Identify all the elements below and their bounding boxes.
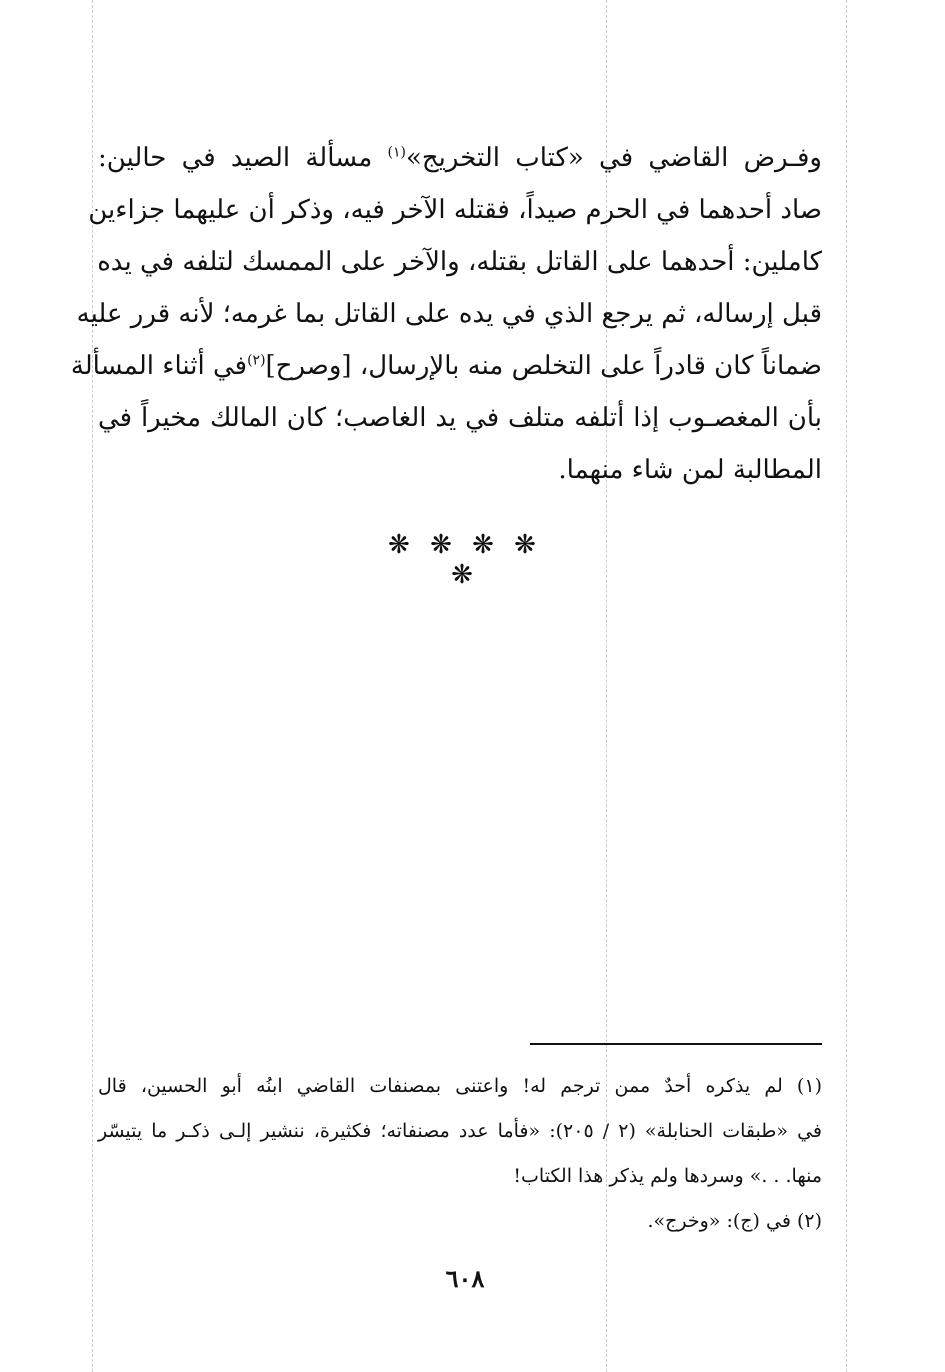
body-line-1-tail: مسألة الصيد في حالين: [98, 143, 388, 173]
body-line-1-text: وفـرض القاضي في «كتاب التخريج» [405, 143, 822, 173]
footnote-1-line-3: منها. . .» وسردها ولم يذكر هذا الكتاب! [513, 1165, 822, 1187]
body-text [70, 132, 822, 496]
section-divider-ornament: ❋ ❋ ❋ ❋ ❋ [388, 530, 542, 590]
margin-guide-right [846, 0, 847, 1372]
body-line-5-tail: في أثناء المسألة [70, 351, 248, 381]
footnote-separator [530, 1043, 822, 1045]
body-line-3: كاملين: أحدهما على القاتل بقتله، والآخر على الممسك لتلفه في يده [97, 247, 822, 277]
body-line-6: بأن المغصـوب إذا أتلفه متلف في يد الغاصب؛ كان المالك مخيراً في [98, 403, 822, 433]
body-line-4: قبل إرساله، ثم يرجع الذي في يده على القاتل بما غرمه؛ لأنه قرر عليه [76, 299, 822, 329]
body-line-1 [98, 132, 822, 184]
body-line-2: صاد أحدهما في الحرم صيداً، فقتله الآخر فيه، وذكر أن عليهما جزاءين [88, 195, 822, 225]
footnote-ref-2: (٢) [247, 352, 266, 369]
body-line-5 [70, 340, 822, 392]
footnote-2: (٢) في (ج): «وخرج». [647, 1210, 822, 1232]
body-line-5-text: ضماناً كان قادراً على التخلص منه بالإرسال، [وصرح] [265, 351, 822, 381]
page-number: ٦٠٨ [445, 1264, 485, 1293]
footnote-1-line-2: في «طبقات الحنابلة» (٢ / ٢٠٥): «فأما عدد مصنفاته؛ فكثيرة، ننشير إلـى ذكـر ما يتيسّر [98, 1120, 823, 1142]
body-line-7: المطالبة لمن شاء منهما. [558, 455, 822, 485]
footnote-ref-1: (١) [387, 144, 406, 161]
footnote-1-line-1: (١) لم يذكره أحدٌ ممن ترجم له! واعتنى بمصنفات القاضي ابنُه أبو الحسين، قال [98, 1075, 822, 1097]
footnotes [98, 1064, 822, 1244]
